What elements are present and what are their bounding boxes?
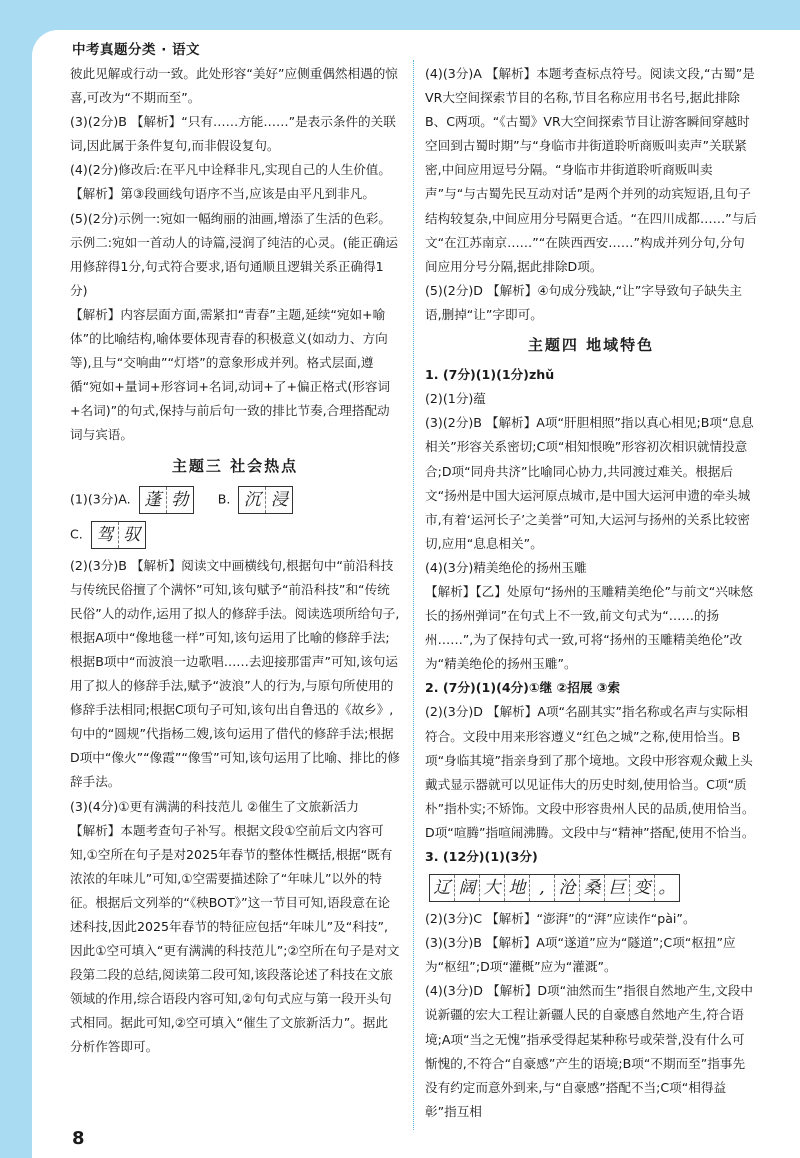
paragraph: 【解析】内容层面方面,需紧扣“青春”主题,延续“宛如+喻体”的比喻结构,喻体要体现青春的积极意义(如动力、方向等),且与“交响曲”“灯塔”的意象形成并列。格式层面,遵循“宛如+量词+形容词+名词,动词+了+偏正格式(形容词+名词)”的句式,保持与前后句一致的排比节奏,合理搭配动词与宾语。 (70, 306, 391, 443)
grid-char: 浸 (270, 489, 288, 510)
question-head: 2. (7分)(1)(4分)①继 ②招展 ③索 (425, 680, 621, 696)
running-header: 中考真题分类 · 语文 (72, 42, 201, 58)
grid-char: 沉 (239, 487, 266, 513)
topic-heading: 主题四 地域特色 (527, 336, 655, 355)
paragraph: 示例二:宛如一首动人的诗篇,浸润了纯洁的心灵。(能正确运用修辞得1分,句式符合要求,语句通顺且逻辑关系正确得1分) (70, 234, 399, 298)
handwriting-grid-c (91, 521, 146, 549)
paragraph: (2)(1分)蕴 (425, 391, 486, 407)
paragraph: (3)(4分)①更有满满的科技范儿 ②催生了文旅新活力 (70, 798, 359, 814)
handwriting-grid-a (139, 486, 194, 514)
paragraph: (2)(3分)D 【解析】A项“名副其实”指名称或名声与实际相符合。文段中用来形容遵义“红色之城”之称,使用恰当。B项“身临其境”指亲身到了那个境地。文段中形容观众戴上头戴式显示器就可以见证伟大的历史时刻,使用恰当。C项“质朴”指朴实;不矫饰。文段中形容贵州人民的品质,使用恰当。D项“喧腾”指喧闹沸腾。文段中与“精神”搭配,使用不恰当。 (425, 704, 755, 840)
handwriting-answer-row (425, 872, 757, 904)
paragraph: 彼此见解或行动一致。此处形容“美好”应侧重偶然相遇的惊喜,可改为“不期而至”。 (70, 66, 398, 106)
paragraph: (2)(3分)B 【解析】阅读文中画横线句,根据句中“前沿科技与传统民俗擅了个满怀”可知,该句赋予“前沿科技”和“传统民俗”人的动作,运用了拟人的修辞手法。阅读选项所给句子,根据A项中“像地毯一样”可知,该句运用了比喻的修辞手法;根据B项中“而波浪一边歌唱……去迎接那雷声”可知,该句运用了拟人的修辞手法,赋予“波浪”人的行为,与原句所使用的修辞手法相同;根据C项句子可知,该句出自鲁迅的《故乡》,句中的“圆规”代指杨二嫂,该句运用了借代的修辞手法;根据D项中“像火”“像霞”“像雪”可知,该句运用了比喻、排比的修辞手法。 (70, 557, 400, 790)
handwriting-grid-long (429, 874, 680, 902)
paragraph: 【解析】本题考查句子补写。根据文段①空前后文内容可知,①空所在句子是对2025年春节的整体性概括,根据“既有浓浓的年味儿”可知,①空需要描述除了“年味儿”以外的特征。根据后文列举的“《秧BOT》”这一节目可知,语段意在论述科技,因此2025年春节的特征应包括“年味儿”及“科技”,因此①空可填入“更有满满的科技范儿”;②空所在句子是对文段第二段的总结,阅读第二段可知,该段落论述了科技在文旅领域的作用,综合语段内容可知,②句句式应与第一段开头句式相同。据此可知,②空可填入“催生了文旅新活力”。据此分析作答即可。 (70, 822, 400, 1055)
right-column (425, 62, 757, 1124)
grid-char: 。 (658, 878, 676, 899)
handwriting-answer-row (70, 519, 400, 551)
grid-char: 勃 (171, 489, 189, 510)
grid-char: 变 (630, 875, 655, 901)
grid-char: 驾 (92, 522, 119, 548)
handwriting-answer-row (70, 484, 400, 516)
paragraph: (3)(2分)B 【解析】A项“肝胆相照”指以真心相见;B项“息息相关”形容关系密切;C项“相知恨晚”形容初次相识就情投意合;D项“同舟共济”比喻同心协力,共同渡过难关。根据后文“扬州是中国大运河原点城市,是中国大运河申遗的牵头城市,有着‘运河长子’之美誉”可知,大运河与扬州的关系比较密切,应用“息息相关”。 (425, 415, 754, 551)
paragraph: (3)(3分)B 【解析】A项“遂道”应为“隧道”;C项“枢扭”应为“枢纽”;D项“灌概”应为“灌溉”。 (425, 935, 736, 975)
grid-char: 蓬 (140, 487, 167, 513)
grid-char: 大 (480, 875, 505, 901)
paragraph: (4)(3分)D 【解析】D项“油然而生”指很自然地产生,文段中说新疆的宏大工程让新疆人民的自豪感自然地产生,符合语境;A项“当之无愧”指承受得起某种称号或荣誉,没有什么可惭愧的,不符合“自豪感”产生的语境;B项“不期而至”指事先没有约定而意外到来,与“自豪感”搭配不当;C项“相得益彰”指互相 (425, 983, 754, 1119)
paragraph: (3)(2分)B 【解析】“只有……方能……”是表示条件的关联词,因此属于条件复句,而非假设复句。 (70, 114, 396, 154)
answer-label: B. (217, 491, 231, 507)
page-number: 8 (72, 1128, 85, 1149)
answer-label: (1)(3分)A. (70, 491, 131, 507)
grid-char: , (530, 875, 555, 901)
paragraph: (5)(2分)示例一:宛如一幅绚丽的油画,增添了生活的色彩。 (70, 210, 391, 226)
grid-char: 沧 (555, 875, 580, 901)
question-head: 3. (12分)(1)(3分) (425, 849, 538, 864)
left-column (70, 62, 400, 1060)
answer-label: C. (70, 526, 83, 542)
topic-heading: 主题三 社会热点 (171, 456, 299, 475)
handwriting-grid-b (238, 486, 293, 514)
paragraph: 【解析】第③段画线句语序不当,应该是由平凡到非凡。 (70, 186, 375, 202)
grid-char: 辽 (430, 875, 455, 901)
paragraph: (4)(3分)精美绝伦的扬州玉雕 (425, 559, 587, 575)
paragraph: (4)(2分)修改后:在平凡中诠释非凡,实现自己的人生价值。 (70, 162, 391, 178)
grid-char: 驭 (123, 524, 141, 545)
grid-char: 巨 (605, 875, 630, 901)
paragraph: (4)(3分)A 【解析】本题考查标点符号。阅读文段,“古蜀”是VR大空间探索节目的名称,节目名称应用书名号,据此排除B、C两项。“《古蜀》VR大空间探索节目让游客瞬间穿越时空回到古蜀时期”与“身临市井街道聆听商贩叫卖声”关联紧密,中间应用逗号分隔。“身临市井街道聆听商贩叫卖声”与“与古蜀先民互动对话”是两个并列的动宾短语,且句子结构较复杂,中间应用分号隔更合适。“在四川成都……”与后文“在江苏南京……”“在陕西西安……”构成并列分句,分句间应用分号分隔,据此排除D项。 (425, 66, 757, 274)
paragraph: (2)(3分)C 【解析】“澎湃”的“湃”应读作“pài”。 (425, 911, 696, 927)
paragraph: 【解析】【乙】处原句“扬州的玉雕精美绝伦”与前文“兴味悠长的扬州弹词”在句式上不一致,前文句式为“……的扬州……”,为了保持句式一致,可将“扬州的玉雕精美绝伦”改为“精美绝伦的扬州玉雕”。 (425, 583, 754, 672)
grid-char: 阔 (455, 875, 480, 901)
column-divider (413, 60, 414, 1130)
question-head: 1. (7分)(1)(1分)zhǔ (425, 367, 555, 383)
grid-char: 桑 (580, 875, 605, 901)
page (32, 30, 800, 1158)
grid-char: 地 (505, 875, 530, 901)
paragraph: (5)(2分)D 【解析】④句成分残缺,“让”字导致句子缺失主语,删掉“让”字即可。 (425, 282, 743, 322)
